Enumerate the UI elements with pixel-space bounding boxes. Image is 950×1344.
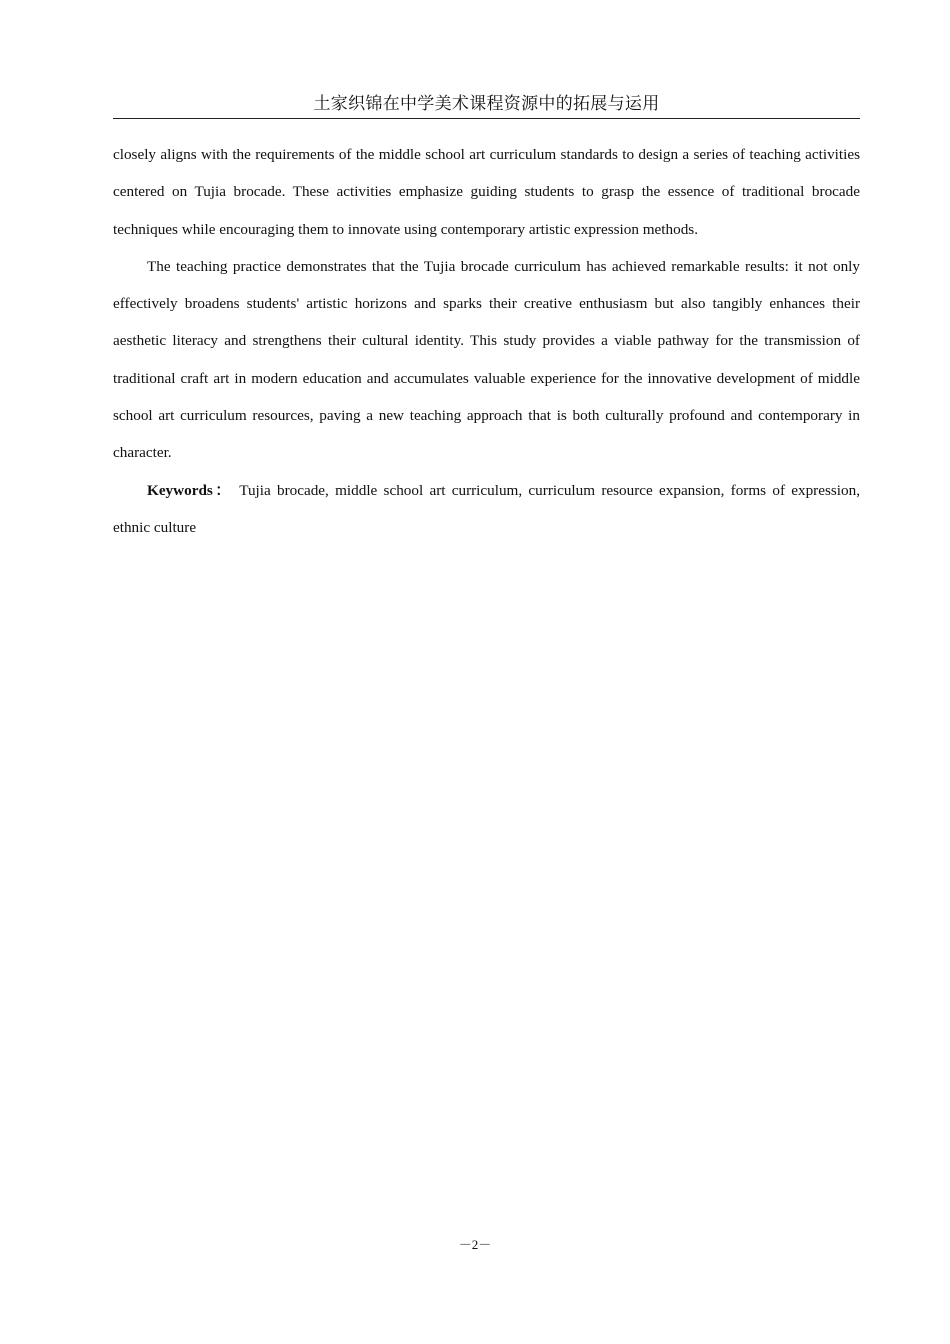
keywords-paragraph xyxy=(113,472,860,547)
running-header-title: 土家织锦在中学美术课程资源中的拓展与运用 xyxy=(313,94,660,114)
header-divider xyxy=(113,118,860,119)
keywords-list: Tujia brocade, middle school art curriculum, curriculum resource expansion, forms of expression, ethnic culture xyxy=(113,481,861,536)
body-text xyxy=(113,136,860,546)
keywords-label: Keywords： xyxy=(147,481,233,499)
page-number: －2－ xyxy=(458,1237,492,1252)
paragraph-teaching-practice: The teaching practice demonstrates that the Tujia brocade curriculum has achieved remarkable results: it not only effectively broadens students' artistic horizons and sparks their creative enthusiasm but also tangibly enhances their aesthetic literacy and strengthens their cultural identity. This study provides a viable pathway for the transmission of traditional craft art in modern education and accumulates valuable experience for the innovative development of middle school art curriculum resources, paving a new teaching approach that is both culturally profound and contemporary in character. xyxy=(113,257,860,462)
paragraph-continued: closely aligns with the requirements of the middle school art curriculum standards to design a series of teaching activities centered on Tujia brocade. These activities emphasize guiding students to grasp the essence of traditional brocade techniques while encouraging them to innovate using contemporary artistic expression methods. xyxy=(113,146,860,238)
